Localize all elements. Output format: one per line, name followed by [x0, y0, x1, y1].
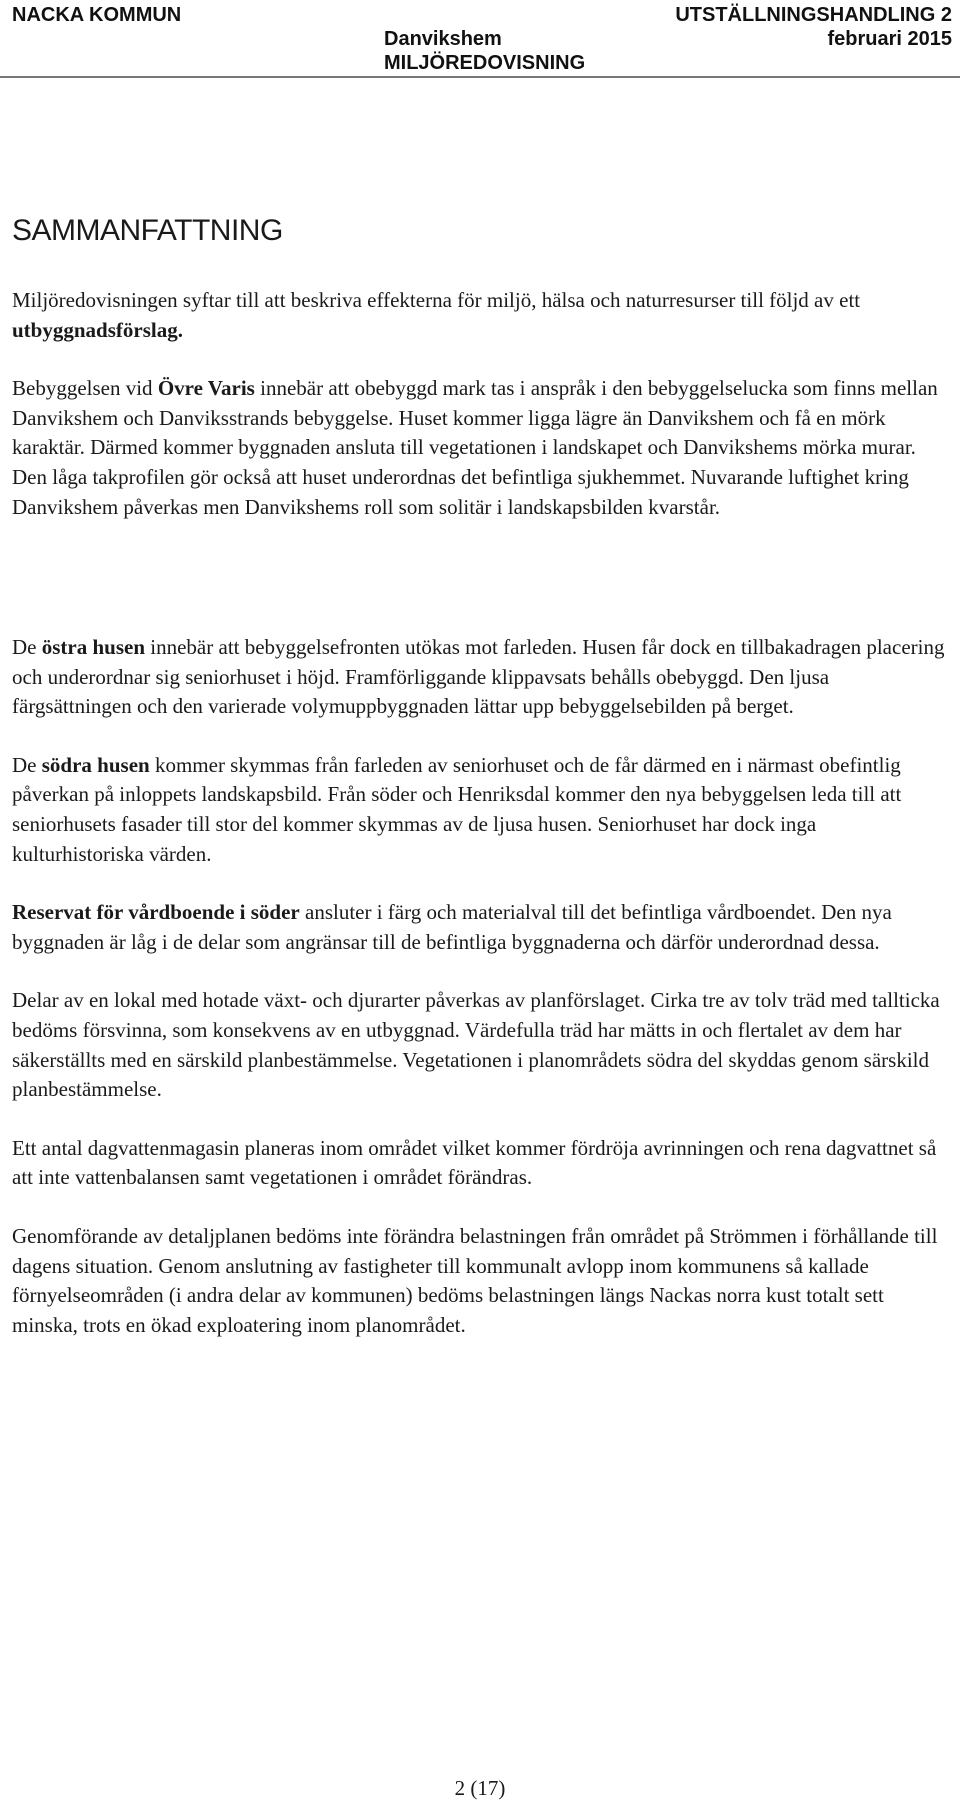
header-document-title: MILJÖREDOVISNING [384, 52, 586, 74]
paragraph-sodra-husen: De södra husen kommer skymmas från farleden av seniorhuset och de får därmed en i närmast obefintlig påverkan på inloppets landskapsbild. Från söder och Henriksdal kommer den nya bebyggelsen leda till att seniorhusets fasader till stor del kommer skymmas av de ljusa husen. Seniorhuset har dock inga kulturhistoriska värden. [12, 752, 902, 866]
body-text-group-2 [12, 633, 952, 1369]
paragraph-ovre-varis: Bebyggelsen vid Övre Varis innebär att obebyggd mark tas i anspråk i den bebyggelselucka som finns mellan Danvikshem och Danviksstrands bebyggelse. Huset kommer ligga lägre än Danvikshem och få en mörk karaktär. Därmed kommer byggnaden ansluta till vegetationen i landskapet och Danvikshems mörka murar. Den låga takprofilen gör också att huset underordnas det befintliga sjukhemmet. Nuvarande luftighet kring Danvikshem påverkas men Danvikshems roll som solitär i landskapsbilden kvarstår. [12, 376, 938, 519]
header-document-type: UTSTÄLLNINGSHANDLING 2 [675, 4, 952, 26]
paragraph-hotade-arter: Delar av en lokal med hotade växt- och djurarter påverkas av planförslaget. Cirka tre av tolv träd med tallticka bedöms försvinna, som konsekvens av en utbyggnad. Värdefulla träd har mätts in och flertalet av dem har säkerställts med en särskild planbestämmelse. Vegetationen i planområdets södra del skyddas genom särskild planbestämmelse. [12, 988, 940, 1102]
section-title: SAMMANFATTNING [12, 214, 283, 247]
paragraph-purpose: Miljöredovisningen syftar till att beskriva effekterna för miljö, hälsa och naturresurser till följd av ett utbyggnadsförslag. [12, 288, 861, 342]
page-header [0, 0, 960, 80]
paragraph-belastning: Genomförande av detaljplanen bedöms inte förändra belastningen från området på Strömmen i förhållande till dagens situation. Genom anslutning av fastigheter till kommunalt avlopp inom kommunens så kallade förnyelseområden (i andra delar av kommunen) bedöms belastningen längs Nackas norra kust totalt sett minska, trots en ökad exploatering inom planområdet. [12, 1223, 938, 1337]
header-date: februari 2015 [827, 28, 952, 50]
header-divider [0, 76, 960, 78]
page-number: 2 (17) [454, 1776, 506, 1800]
header-organization: NACKA KOMMUN [12, 4, 182, 26]
paragraph-ostra-husen: De östra husen innebär att bebyggelsefronten utökas mot farleden. Husen får dock en tillbakadragen placering och underordnar sig seniorhuset i höjd. Framförliggande klippavsats behålls obebyggd. Den ljusa färgsättningen och den varierade volymuppbyggnaden lättar upp bebyggelsebilden på berget. [12, 635, 945, 719]
paragraph-reservat: Reservat för vårdboende i söder ansluter i färg och materialval till det befintliga vårdboendet. Den nya byggnaden är låg i de delar som angränsar till de befintliga byggnaderna och därför underordnad dessa. [12, 900, 892, 954]
paragraph-dagvatten: Ett antal dagvattenmagasin planeras inom området vilket kommer fördröja avrinningen och rena dagvattnet så att inte vattenbalansen samt vegetationen i området förändras. [12, 1135, 937, 1190]
body-text-group-1 [12, 286, 952, 551]
header-project: Danvikshem [384, 28, 502, 50]
